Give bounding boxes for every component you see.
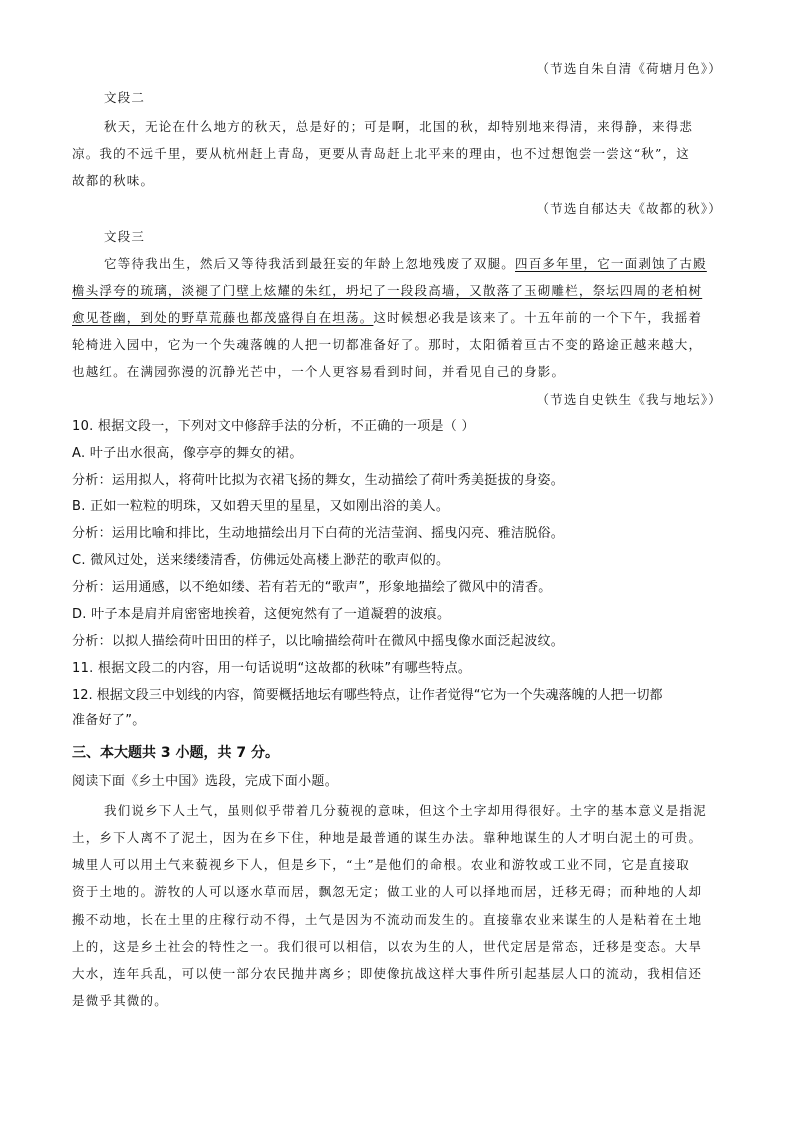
passage-line: 资于土地的。游牧的人可以逐水草而居，飘忽无定；做工业的人可以择地而居，迁移无碍；而种地的人却: [72, 884, 703, 899]
passage3-line: [72, 281, 722, 301]
passage3-line: [104, 254, 722, 274]
option-d: D. 叶子本是肩并肩密密地挨着，这便宛然有了一道凝碧的波痕。: [72, 607, 451, 622]
passage3-text: 这时候想必我是该来了。十五年前的一个下午，我摇着: [373, 310, 703, 325]
section-intro: 阅读下面《乡土中国》选段，完成下面小题。: [72, 774, 339, 789]
analysis-c: 分析：运用通感，以不绝如缕、若有若无的“歌声”，形象地描绘了微风中的清香。: [72, 580, 552, 595]
option-c: C. 微风过处，送来缕缕清香，仿佛远处高楼上渺茫的歌声似的。: [72, 553, 450, 568]
passage-line: 城里人可以用土气来藐视乡下人，但是乡下，“土”是他们的命根。农业和游牧或工业不同，它是直接取: [72, 857, 690, 872]
analysis-d: 分析：以拟人描绘荷叶田田的样子，以比喻描绘荷叶在微风中摇曳像水面泛起波纹。: [72, 634, 565, 649]
passage-line: 我们说乡下人土气，虽则似乎带着几分藐视的意味，但这个土字却用得很好。土字的基本意义是指泥: [104, 803, 707, 818]
passage3-line: [72, 308, 722, 328]
question-11: 11. 根据文段二的内容，用一句话说明“这故都的秋味”有哪些特点。: [72, 661, 472, 676]
passage2-heading: 文段二: [104, 90, 146, 105]
underlined-text: 四百多年里，它一面剥蚀了古殿: [515, 256, 707, 271]
passage2-source: （节选自郁达夫《故都的秋》）: [536, 201, 722, 216]
underlined-text: 檐头浮夸的琉璃，淡褪了门壁上炫耀的朱红，坍圮了一段段高墙，又散落了玉砌雕栏，祭坛四周的老柏树: [72, 283, 703, 298]
passage-line: 上的，这是乡土社会的特性之一。我们很可以相信，以农为生的人，世代定居是常态，迁移是变态。大旱: [72, 939, 703, 954]
passage3-line: 轮椅进入园中，它为一个失魂落魄的人把一切都准备好了。那时，太阳循着亘古不变的路途正越来越大，: [72, 337, 703, 352]
passage3-heading: 文段三: [104, 229, 146, 244]
passage-line: 土，乡下人离不了泥土，因为在乡下住，种地是最普通的谋生办法。靠种地谋生的人才明白泥土的可贵。: [72, 830, 703, 845]
passage2-line: 秋天，无论在什么地方的秋天，总是好的；可是啊，北国的秋，却特别地来得清，来得静，来得悲: [104, 119, 694, 134]
question-12-cont: 准备好了”。: [72, 713, 146, 728]
passage2-line: 凉。我的不远千里，要从杭州赶上青岛，更要从青岛赶上北平来的理由，也不过想饱尝一尝这“秋”，这: [72, 146, 690, 161]
question-12: 12. 根据文段三中划线的内容，简要概括地坛有哪些特点，让作者觉得“它为一个失魂落魄的人把一切都: [72, 688, 663, 703]
passage3-text: 它等待我出生，然后又等待我活到最狂妄的年龄上忽地残废了双腿。: [104, 256, 516, 271]
section-title: 三、本大题共 3 小题，共 7 分。: [72, 745, 279, 761]
underlined-text: 愈见苍幽，到处的野草荒藤也都茂盛得自在坦荡。: [72, 310, 374, 325]
passage3-line: 也越红。在满园弥漫的沉静光芒中，一个人更容易看到时间，并看见自己的身影。: [72, 364, 566, 379]
option-b: B. 正如一粒粒的明珠，又如碧天里的星星，又如刚出浴的美人。: [72, 499, 450, 514]
passage-line: 大水，连年兵乱，可以使一部分农民抛井离乡；即使像抗战这样大事件所引起基层人口的流动，我相信还: [72, 966, 703, 981]
passage-line: 搬不动地，长在土里的庄稼行动不得，土气是因为不流动而发生的。直接靠农业来谋生的人是粘着在土地: [72, 912, 703, 927]
question-10: 10. 根据文段一，下列对文中修辞手法的分析，不正确的一项是（ ）: [72, 419, 475, 434]
analysis-b: 分析：运用比喻和排比，生动地描绘出月下白荷的光洁莹润、摇曳闪亮、雅洁脱俗。: [72, 526, 565, 541]
passage2-line: 故都的秋味。: [72, 173, 155, 188]
passage1-source: （节选自朱自清《荷塘月色》）: [536, 61, 722, 76]
analysis-a: 分析：运用拟人，将荷叶比拟为衣裙飞扬的舞女，生动描绘了荷叶秀美挺拔的身姿。: [72, 473, 565, 488]
passage3-source: （节选自史铁生《我与地坛》）: [536, 392, 722, 407]
passage-line: 是微乎其微的。: [72, 993, 168, 1008]
option-a: A. 叶子出水很高，像亭亭的舞女的裙。: [72, 446, 303, 461]
